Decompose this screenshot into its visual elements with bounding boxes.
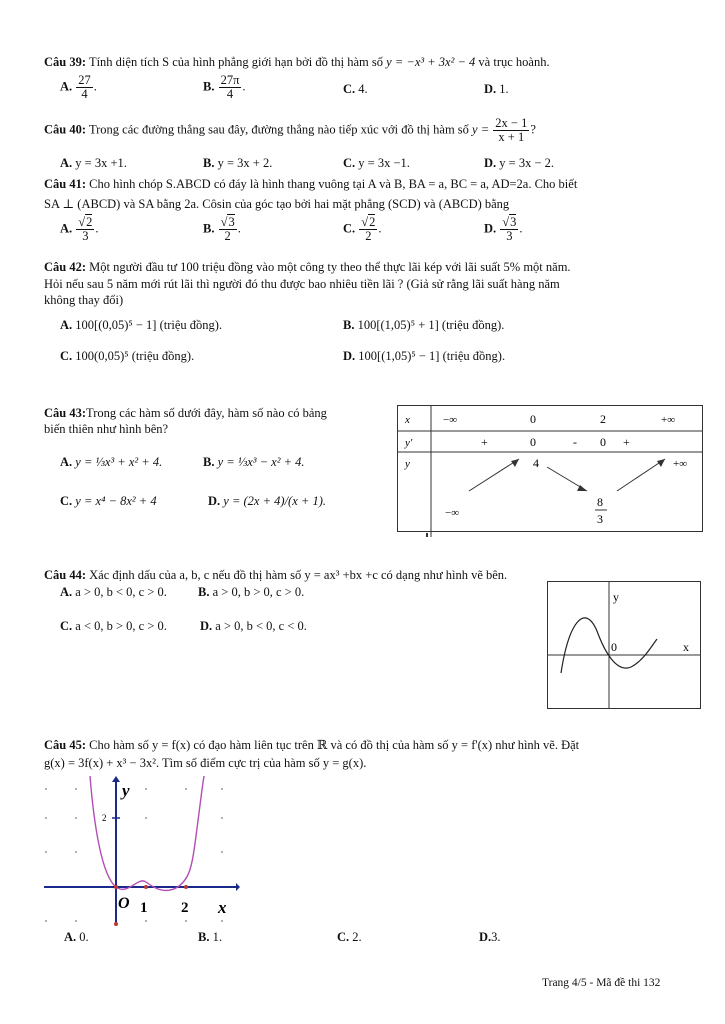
q44-graph <box>547 581 702 711</box>
option-letter: B. <box>203 156 215 170</box>
q41-line2: SA ⊥ (ABCD) và SA bằng 2a. Côsin của góc tạo bởi hai mặt phẳng (SCD) và (ABCD) bằng <box>44 197 510 211</box>
q41-line1: Cho hình chóp S.ABCD có đáy là hình thang vuông tại A và B, BA = a, BC = a, AD=2a. Cho biết <box>89 177 578 191</box>
table-x3: 2 <box>600 412 606 426</box>
q44-option-a[interactable]: A. a > 0, b < 0, c > 0. <box>60 585 167 599</box>
q40-label: Câu 40: <box>44 122 87 137</box>
q41-a-fraction: $\frac{√2}{3}$ <box>78 215 93 244</box>
option-letter: D. <box>479 930 492 944</box>
q45-graph <box>40 776 240 928</box>
q40-stem: Câu 40: Trong các đường thẳng sau đây, đường thẳng nào tiếp xúc với đồ thị hàm số y = $\frac{2x - 1}{x + 1}$ ? <box>44 116 536 145</box>
q43-option-d[interactable]: D. y = (2x + 4)/(x + 1). <box>208 494 326 508</box>
q43-option-b[interactable]: B. y = ⅓x³ − x² + 4. <box>203 455 305 469</box>
q43-stem <box>44 406 327 421</box>
q40-option-c[interactable]: C. y = 3x −1. <box>343 156 410 170</box>
option-letter: C. <box>337 930 350 944</box>
q45-ytick-2: 2 <box>102 813 107 823</box>
option-letter: A. <box>60 585 73 599</box>
q41-c-fraction: $\frac{√2}{2}$ <box>361 215 376 244</box>
option-letter: D. <box>208 494 221 508</box>
page-footer: Trang 4/5 - Mã đề thi 132 <box>542 977 661 989</box>
table-s2: 0 <box>530 435 536 449</box>
option-letter: B. <box>198 585 210 599</box>
q45-option-d[interactable]: D.3. <box>479 930 501 944</box>
q44-option-c[interactable]: C. a < 0, b > 0, c > 0. <box>60 619 167 633</box>
q39-a-fraction: $\frac{27}{4}$ <box>78 73 91 102</box>
q41-option-b[interactable]: B. $\frac{√3}{2}$ . <box>203 215 241 244</box>
q43-line1: Trong các hàm số dưới đây, hàm số nào có bảng <box>86 406 327 420</box>
q45-xtick-2: 2 <box>181 900 189 916</box>
q42-line3: không thay đổi) <box>44 293 124 307</box>
option-letter: D. <box>484 82 497 96</box>
q45-xtick-1: 1 <box>140 900 148 916</box>
table-v3: −∞ <box>445 507 460 519</box>
q41-label: Câu 41: <box>44 177 87 191</box>
q39-b-fraction: $\frac{27\pi}{4}$ <box>220 73 240 102</box>
table-v2: +∞ <box>673 458 688 470</box>
q41-d-fraction: $\frac{√3}{3}$ <box>502 215 517 244</box>
option-letter: B. <box>198 930 210 944</box>
table-x4: +∞ <box>661 414 676 426</box>
q45-y-label: y <box>122 781 130 800</box>
q44-stem <box>44 568 507 583</box>
q40-y: y = <box>472 122 490 137</box>
q41-option-a[interactable]: A. $\frac{√2}{3}$ . <box>60 215 99 244</box>
q43-option-a[interactable]: A. y = ⅓x³ + x² + 4. <box>60 455 163 469</box>
q39-option-b[interactable]: B. $\frac{27\pi}{4}$ . <box>203 73 246 102</box>
q41-option-c[interactable]: C. $\frac{√2}{2}$ . <box>343 215 382 244</box>
q41-stem <box>44 177 577 192</box>
option-letter: B. <box>203 221 215 236</box>
q45-stem <box>44 737 579 753</box>
option-letter: C. <box>60 494 73 508</box>
table-s4: 0 <box>600 435 606 449</box>
option-letter: B. <box>343 318 355 332</box>
q39-option-c[interactable]: C. 4. <box>343 82 368 96</box>
q44-text: Xác định dấu của a, b, c nếu đồ thị hàm số y = ax³ +bx +c có dạng như hình vẽ bên. <box>89 568 508 582</box>
option-letter: C. <box>343 156 356 170</box>
option-letter: B. <box>203 455 215 469</box>
q39-option-d[interactable]: D. 1. <box>484 82 509 96</box>
table-yp-label: y' <box>405 437 413 449</box>
q39-text: Tính diện tích S của hình phẳng giới hạn bởi đồ thị hàm số <box>88 55 384 69</box>
q44-label: Câu 44: <box>44 568 87 582</box>
option-letter: A. <box>60 156 73 170</box>
q41-option-d[interactable]: D. $\frac{√3}{3}$ . <box>484 215 523 244</box>
q45-origin-label: O <box>118 895 130 912</box>
option-letter: C. <box>60 619 73 633</box>
q41-b-fraction: $\frac{√3}{2}$ <box>220 215 235 244</box>
q42-option-d[interactable]: D. 100[(1,05)⁵ − 1] (triệu đồng). <box>343 349 506 363</box>
q40-text: Trong các đường thẳng sau đây, đường thẳng nào tiếp xúc với đồ thị hàm số <box>88 122 469 137</box>
option-letter: B. <box>203 79 215 94</box>
q42-option-c[interactable]: C. 100(0,05)⁵ (triệu đồng). <box>60 349 195 363</box>
q44-origin-label: 0 <box>611 640 617 654</box>
q39-tail: và trục hoành. <box>478 55 550 69</box>
table-s5: + <box>623 435 630 449</box>
table-y-label: y <box>405 458 410 470</box>
q43-label: Câu 43: <box>44 406 87 420</box>
option-letter: C. <box>343 221 356 236</box>
q42-label: Câu 42: <box>44 260 87 274</box>
q39-stem <box>44 55 550 70</box>
option-letter: D. <box>343 349 356 363</box>
table-v4-den: 3 <box>597 512 603 526</box>
q44-option-d[interactable]: D. a > 0, b < 0, c < 0. <box>200 619 307 633</box>
q40-option-a[interactable]: A. y = 3x +1. <box>60 156 127 170</box>
q39-func: y = −x³ + 3x² − 4 <box>386 55 476 69</box>
option-letter: A. <box>60 455 73 469</box>
q42-stem <box>44 260 571 275</box>
q42-line1: Một người đầu tư 100 triệu đồng vào một công ty theo thể thực lãi kép với lãi suất 5% một năm. <box>89 260 571 274</box>
q44-x-label: x <box>683 640 689 654</box>
q39-label: Câu 39: <box>44 55 87 69</box>
q45-option-a[interactable]: A. 0. <box>64 930 89 944</box>
table-s3: - <box>573 435 577 449</box>
table-v1: 4 <box>533 456 539 470</box>
option-letter: D. <box>200 619 213 633</box>
q45-label: Câu 45: <box>44 738 87 752</box>
q45-option-b[interactable]: B. 1. <box>198 930 222 944</box>
table-x1: −∞ <box>443 414 458 426</box>
q43-option-c[interactable]: C. y = x⁴ − 8x² + 4 <box>60 494 157 508</box>
q45-option-c[interactable]: C. 2. <box>337 930 362 944</box>
q40-fraction: $\frac{2x - 1}{x + 1}$ <box>495 116 528 145</box>
option-letter: A. <box>60 318 73 332</box>
option-letter: C. <box>343 82 356 96</box>
q42-line2: Hỏi nếu sau 5 năm mới rút lãi thì người đó thu được bao nhiêu tiền lãi ? (Giả sử rằng lãi suất hàng năm <box>44 277 560 291</box>
option-letter: A. <box>60 79 73 94</box>
q42-option-b[interactable]: B. 100[(1,05)⁵ + 1] (triệu đồng). <box>343 318 505 332</box>
q45-line2: g(x) = 3f(x) + x³ − 3x². Tìm số điểm cực trị của hàm số y = g(x). <box>44 756 367 770</box>
table-x2: 0 <box>530 412 536 426</box>
q39-option-a[interactable]: A. $\frac{27}{4}$ . <box>60 73 97 102</box>
q44-y-label: y <box>613 590 619 604</box>
option-letter: A. <box>64 930 77 944</box>
q40-option-d[interactable]: D. y = 3x − 2. <box>484 156 555 170</box>
q43-variation-table <box>397 405 703 537</box>
table-s1: + <box>481 435 488 449</box>
q45-line1: Cho hàm số y = f(x) có đạo hàm liên tục trên ℝ và có đồ thị của hàm số y = f'(x) như hình vẽ. Đặt <box>89 738 580 752</box>
option-letter: C. <box>60 349 73 363</box>
option-letter: A. <box>60 221 73 236</box>
table-v4-num: 8 <box>597 495 603 509</box>
q40-option-b[interactable]: B. y = 3x + 2. <box>203 156 273 170</box>
q42-option-a[interactable]: A. 100[(0,05)⁵ − 1] (triệu đồng). <box>60 318 223 332</box>
q44-option-b[interactable]: B. a > 0, b > 0, c > 0. <box>198 585 305 599</box>
option-letter: D. <box>484 221 497 236</box>
q45-x-label: x <box>218 898 227 917</box>
q43-line2: biến thiên như hình bên? <box>44 422 169 436</box>
table-x-label: x <box>405 414 410 426</box>
option-letter: D. <box>484 156 497 170</box>
